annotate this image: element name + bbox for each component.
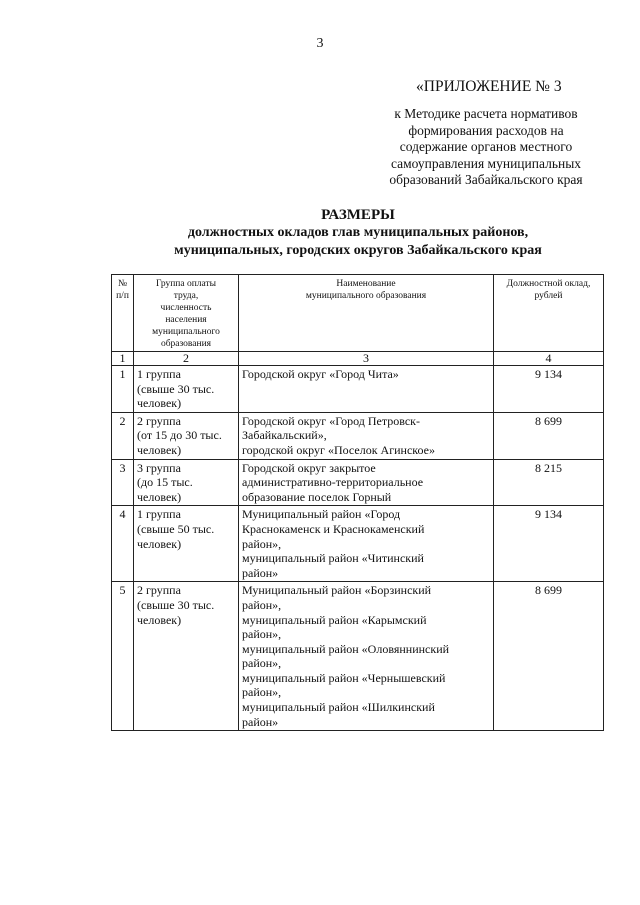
column-number: 3 <box>239 352 494 366</box>
appendix-subtitle-line: к Методике расчета нормативов <box>394 106 578 121</box>
group-cell <box>134 506 239 582</box>
municipality-name-line: район», <box>242 597 282 612</box>
municipality-name-cell <box>239 412 494 459</box>
document-subtitle-line: должностных окладов глав муниципальных районов, <box>187 225 529 240</box>
header-name <box>239 275 494 352</box>
appendix-subtitle-line: самоуправления муниципальных <box>390 155 582 171</box>
group-line: человек) <box>137 612 182 627</box>
group-line: человек) <box>137 489 182 504</box>
municipality-name-line: муниципальный район «Оловяннинский <box>242 641 450 656</box>
header-line: Группа оплаты <box>155 279 217 289</box>
group-cell <box>134 459 239 506</box>
salary-cell: 8 699 <box>494 582 604 731</box>
document-title: РАЗМЕРЫ <box>321 207 395 223</box>
group-line: (свыше 30 тыс. <box>137 597 215 612</box>
header-line: муниципального <box>152 327 220 337</box>
municipality-name-line: муниципальный район «Чернышевский <box>242 670 446 685</box>
salary-cell: 8 699 <box>494 412 604 459</box>
salary-cell: 9 134 <box>494 506 604 582</box>
table-row <box>112 366 604 413</box>
group-line: (свыше 50 тыс. <box>137 521 215 536</box>
municipality-name-line: муниципальный район «Читинский <box>242 551 424 566</box>
municipality-name-line: район» <box>242 714 279 729</box>
column-number: 2 <box>134 352 239 366</box>
municipality-name-line: район», <box>242 656 282 671</box>
municipality-name-line: район», <box>242 627 282 642</box>
table-header-row <box>112 275 604 352</box>
header-line: Наименование <box>336 279 396 289</box>
column-number: 4 <box>494 352 604 366</box>
header-line: населения <box>165 315 207 325</box>
appendix-title: «ПРИЛОЖЕНИЕ № 3 <box>416 78 562 95</box>
table-row <box>112 412 604 459</box>
municipality-name-line: образование поселок Горный <box>242 489 392 504</box>
municipality-name-line: городской округ «Поселок Агинское» <box>242 442 435 457</box>
salary-table-body <box>112 275 604 731</box>
group-line: (до 15 тыс. <box>137 475 193 490</box>
municipality-name-cell <box>239 506 494 582</box>
group-cell <box>134 366 239 413</box>
municipality-name-line: муниципальный район «Шилкинский <box>242 700 435 715</box>
appendix-subtitle-line: образований Забайкальского края <box>389 172 583 187</box>
group-line: (свыше 30 тыс. <box>137 381 215 396</box>
municipality-name-line: Муниципальный район «Город <box>242 507 401 522</box>
row-number-cell: 2 <box>112 412 134 459</box>
header-number <box>112 275 134 352</box>
municipality-name-cell <box>239 459 494 506</box>
municipality-name-line: Муниципальный район «Борзинский <box>242 583 432 598</box>
group-cell <box>134 582 239 731</box>
group-line: 1 группа <box>137 367 181 381</box>
header-line: рублей <box>534 291 563 301</box>
row-number-cell: 3 <box>112 459 134 506</box>
header-line: численность <box>160 303 212 313</box>
row-number-cell: 4 <box>112 506 134 582</box>
group-line: человек) <box>137 396 182 411</box>
municipality-name-line: район» <box>242 565 279 580</box>
municipality-name-line: район», <box>242 685 282 700</box>
appendix-subtitle <box>370 106 602 189</box>
header-salary <box>494 275 604 352</box>
group-line: человек) <box>137 442 182 457</box>
municipality-name-line: Забайкальский», <box>242 428 327 443</box>
header-line: образования <box>160 339 212 349</box>
document-subtitle <box>0 224 640 260</box>
column-number: 1 <box>112 352 134 366</box>
group-cell <box>134 412 239 459</box>
header-group <box>134 275 239 352</box>
header-line: муниципального образования <box>305 291 427 301</box>
group-line: 1 группа <box>137 507 181 522</box>
header-line: п/п <box>116 291 129 301</box>
table-row <box>112 582 604 731</box>
salary-cell: 9 134 <box>494 366 604 413</box>
salary-table <box>111 274 604 731</box>
header-line: труда, <box>173 291 199 301</box>
municipality-name-line: Городской округ «Город Петровск- <box>242 413 420 428</box>
municipality-name-cell <box>239 366 494 413</box>
row-number-cell: 1 <box>112 366 134 413</box>
appendix-subtitle-line: содержание органов местного <box>399 139 573 154</box>
group-line: 2 группа <box>137 583 181 598</box>
municipality-name-line: Городской округ «Город Чита» <box>242 367 399 381</box>
municipality-name-line: административно-территориальное <box>242 475 424 490</box>
group-line: человек) <box>137 536 182 551</box>
table-row <box>112 506 604 582</box>
page-number: 3 <box>316 36 324 51</box>
group-line: 3 группа <box>137 460 181 475</box>
group-line: (от 15 до 30 тыс. <box>137 428 222 443</box>
municipality-name-line: Краснокаменск и Краснокаменский <box>242 521 425 536</box>
municipality-name-line: район», <box>242 536 282 551</box>
document-subtitle-line: муниципальных, городских округов Забайкальского края <box>174 243 542 258</box>
row-number-cell: 5 <box>112 582 134 731</box>
table-row <box>112 459 604 506</box>
municipality-name-cell <box>239 582 494 731</box>
header-line: № <box>117 279 128 289</box>
appendix-subtitle-line: формирования расходов на <box>408 122 564 138</box>
municipality-name-line: муниципальный район «Карымский <box>242 612 427 627</box>
municipality-name-line: Городской округ закрытое <box>242 460 376 475</box>
group-line: 2 группа <box>137 413 181 428</box>
salary-cell: 8 215 <box>494 459 604 506</box>
header-line: Должностной оклад, <box>506 279 591 289</box>
column-number-row <box>112 352 604 366</box>
